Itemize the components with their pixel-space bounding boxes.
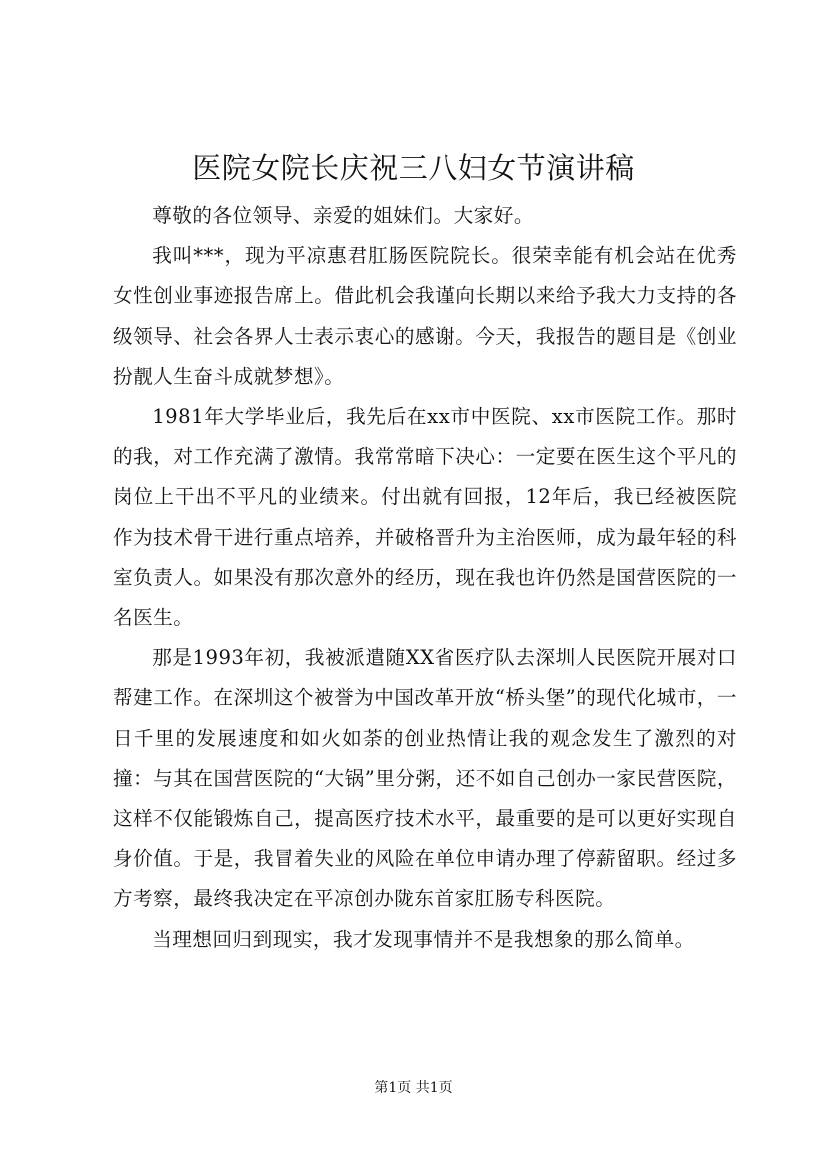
page-footer: 第1页 共1页 — [374, 1080, 453, 1096]
paragraph-greeting: 尊敬的各位领导、亲爱的姐妹们。大家好。 — [152, 204, 534, 227]
paragraph-early-career: 1981年大学毕业后，我先后在xx市中医院、xx市医院工作。那时的我，对工作充满了激情。我常常暗下决心：一定要在医生这个平凡的岗位上干出不平凡的业绩来。付出就有回报，12年后，我已经被医院作为技术骨干进行重点培养，并破格晋升为主治医师，成为最年轻的科室负责人。如果没有那次意外的经历，现在我也许仍然是国营医院的一名医生。 — [113, 405, 737, 630]
paragraph-reality: 当理想回归到现实，我才发现事情并不是我想象的那么简单。 — [152, 927, 695, 951]
document-title: 医院女院长庆祝三八妇女节演讲稿 — [192, 151, 635, 185]
paragraph-introduction: 我叫***，现为平凉惠君肛肠医院院长。很荣幸能有机会站在优秀女性创业事迹报告席上。借此机会我谨向长期以来给予我大力支持的各级领导、社会各界人士表示衷心的感谢。今天，我报告的题目是《创业扮靓人生奋斗成就梦想》。 — [113, 244, 737, 388]
paragraph-shenzhen: 那是1993年初，我被派遣随XX省医疗队去深圳人民医院开展对口帮建工作。在深圳这个被誉为中国改革开放“桥头堡”的现代化城市，一日千里的发展速度和如火如荼的创业热情让我的观念发生了激烈的对撞：与其在国营医院的“大锅”里分粥，还不如自己创办一家民营医院，这样不仅能锻炼自己，提高医疗技术水平，最重要的是可以更好实现自身价值。于是，我冒着失业的风险在单位申请办理了停薪留职。经过多方考察，最终我决定在平凉创办陇东首家肛肠专科医院。 — [113, 646, 737, 911]
document-body — [113, 196, 737, 960]
